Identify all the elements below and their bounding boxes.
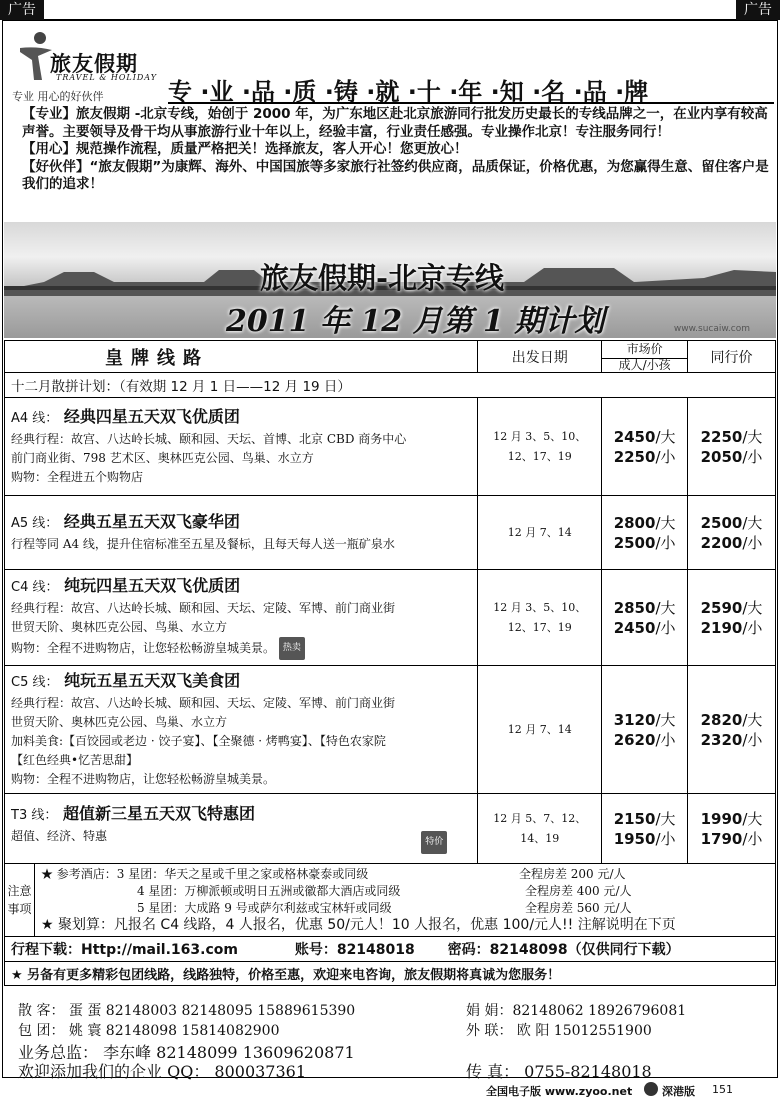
banner-title: 旅友假期-北京专线 [260,261,505,295]
ad-label-right: 广告 [736,0,780,20]
intro-text [22,106,774,194]
table-header [5,341,776,373]
dates-c5: 12 月 7、14 [478,666,602,794]
table-row [5,398,776,496]
route-c5: C5 线： 纯玩五星五天双飞美食团 经典行程：故宫、八达岭长城、颐和园、天坛、定陵、军博、前门商业街 世贸天阶、奥林匹克公园、鸟巢、水立方 加料美食:【百饺园或老边 · 饺子宴】、【全聚德 · 烤鸭宴】、【特色农家院 【红色经典•忆苦思甜】 购物：全程不进购物店，让您轻松畅游皇城美景。 [5,666,478,794]
contact-external: 外 联： 欧 阳 15012551900 [466,1023,652,1039]
peer-a5: 2500/大 2200/小 [688,496,776,570]
dates-a4: 12 月 3、5、10、12、17、19 [478,398,602,496]
download-row [5,937,776,962]
dates-t3: 12 月 5、7、12、14、19 [478,794,602,864]
intro-professional: 【专业】旅友假期 -北京专线，始创于 2000 年，为广东地区赴北京旅游同行批发历史最长的专线品牌之一，在业内享有较高声誉。主要领导及骨干均从事旅游行业十年以上，经验丰富，行业责任感强。专业操作北京！专注服务同行！ [22,106,768,140]
logo-subtitle: 专业 用心的好伙伴 [12,90,104,103]
footer-site: 全国电子版 www.zyoo.net [486,1085,633,1098]
market-a5: 2800/大 2500/小 [602,496,688,570]
table-row [5,794,776,864]
market-c4: 2850/大 2450/小 [602,570,688,666]
header-peer: 同行价 [688,341,776,373]
table-row [5,666,776,794]
route-a4: A4 线： 经典四星五天双飞优质团 经典行程：故宫、八达岭长城、颐和园、天坛、首博、北京 CBD 商务中心 前门商业街、798 艺术区、奥林匹克公园、鸟巢、水立方 购物：全程进五个购物店 [5,398,478,496]
logo-brand: 旅友假期 [50,51,138,76]
header-route: 皇牌线路 [5,341,478,373]
section-title: 十二月散拼计划：（有效期 12 月 1 日——12 月 19 日） [5,373,776,398]
contact-group: 包 团： 姚 寰 82148098 15814082900 [18,1023,280,1039]
notes-content: ★ 参考酒店：3 星团：华天之星或千里之家或格林豪泰或同级 全程房差 200 元/人 4 星团：万柳派顿或明日五洲或徽都大酒店或同级 全程房差 400 元/人 5 星团：大成路 9 号或萨尔利兹或宝林轩或同级 全程房差 560 元/人 ★ 聚划算：凡报名 C4 线路，4 人报名，优惠 50/元人！10 人报名，优惠 100/元人!! 注解说明在下页 [34,864,775,937]
promo-text: ★ 聚划算：凡报名 C4 线路，4 人报名，优惠 50/元人！10 人报名，优惠 100/元人!! 注解说明在下页 [40,917,676,933]
header-market: 市场价 成人/小孩 [602,341,688,373]
top-bar [0,0,780,20]
route-a5: A5 线： 经典五星五天双飞豪华团 行程等同 A4 线，提升住宿标准至五星及餐标，且每天每人送一瓶矿泉水 [5,496,478,570]
market-c5: 3120/大 2620/小 [602,666,688,794]
globe-icon [644,1082,658,1096]
hot-badge: 热卖 [279,637,305,660]
company-logo [10,26,160,104]
market-a4: 2450/大 2250/小 [602,398,688,496]
banner [4,222,776,338]
contact-juan: 娟 娟：82148062 18926796081 [466,1003,687,1019]
contact-qq: 欢迎添加我们的企业 QQ： 800037361 [18,1062,307,1081]
ad-label-left: 广告 [0,0,44,20]
route-t3: T3 线： 超值新三星五天双飞特惠团 超值、经济、特惠 特价 [5,794,478,864]
contact-fax: 传 真： 0755-82148018 [466,1062,652,1081]
intro-attentive: 【用心】规范操作流程，质量严格把关！选择旅友，客人开心！您更放心！ [22,141,468,157]
special-badge: 特价 [421,831,447,854]
route-table [4,340,776,986]
dates-a5: 12 月 7、14 [478,496,602,570]
notes-label: 注意事项 [5,864,35,937]
market-t3: 2150/大 1950/小 [602,794,688,864]
header-date: 出发日期 [478,341,602,373]
banner-subtitle: 2011 年 12 月第 1 期计划 [226,304,605,338]
slogan: 专 ·业 ·品 ·质 ·铸 ·就 ·十 ·年 ·知 ·名 ·品 ·牌 [168,78,649,106]
footer-edition: 深港版 [662,1085,695,1098]
dates-c4: 12 月 3、5、10、12、17、19 [478,570,602,666]
intro-partner: 【好伙伴】“旅友假期”为康辉、海外、中国国旅等多家旅行社签约供应商，品质保证，价格优惠，为您赢得生意、留住客户是我们的追求！ [22,158,769,192]
table-row [5,496,776,570]
table-row [5,570,776,666]
contact-fit: 散 客： 蛋 蛋 82148003 82148095 15889615390 [18,1003,356,1019]
download-account: 账号：82148018 [294,942,415,958]
notes-row [5,864,776,937]
banner-watermark: www.sucaiw.com [673,324,750,334]
peer-a4: 2250/大 2050/小 [688,398,776,496]
download-link[interactable]: 行程下载：Http://mail.163.com [11,942,238,958]
more-routes: ★ 另备有更多精彩包团线路，线路独特，价格至惠，欢迎来电咨询，旅友假期将真诚为您服务！ [5,962,776,986]
peer-t3: 1990/大 1790/小 [688,794,776,864]
peer-c4: 2590/大 2190/小 [688,570,776,666]
peer-c5: 2820/大 2320/小 [688,666,776,794]
logo-english: TRAVEL & HOLIDAY [56,73,158,82]
divider [168,102,774,104]
contact-director: 业务总监： 李东峰 82148099 13609620871 [18,1043,355,1062]
route-c4: C4 线： 纯玩四星五天双飞优质团 经典行程：故宫、八达岭长城、颐和园、天坛、定陵、军博、前门商业街 世贸天阶、奥林匹克公园、鸟巢、水立方 购物：全程不进购物店，让您轻松畅游皇城美景。 热卖 [5,570,478,666]
download-password: 密码：82148098（仅供同行下载） [447,942,680,958]
page-number: 151 [712,1083,733,1096]
footer [0,1080,780,1100]
